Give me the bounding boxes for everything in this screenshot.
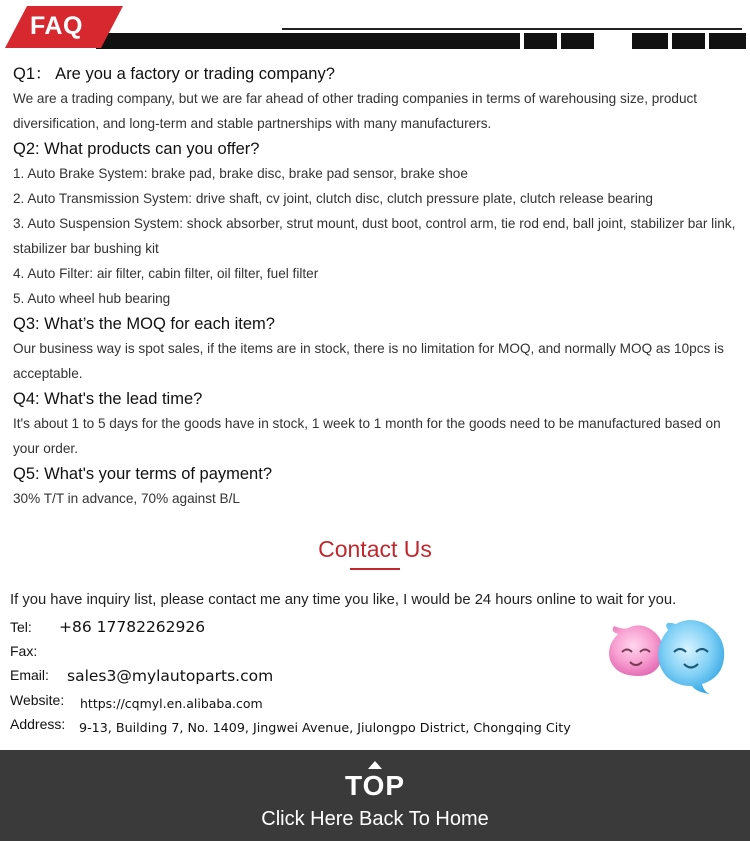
faq-question-2: Q2: What products can you offer? (13, 140, 260, 158)
faq-answer-2-line-5: 5. Auto wheel hub bearing (13, 291, 171, 306)
banner-gap (557, 33, 561, 49)
address-value: 9-13, Building 7, No. 1409, Jingwei Avenue, Jiulongpo District, Chongqing City (79, 720, 571, 735)
chat-bubbles-icon (606, 616, 728, 694)
banner-gap (520, 33, 524, 49)
faq-list (13, 60, 741, 511)
faq-question-3: Q3: What’s the MOQ for each item? (13, 315, 275, 333)
website-label: Website: (10, 692, 65, 708)
faq-answer-5: 30% T/T in advance, 70% against B/L (13, 491, 240, 506)
faq-question-1: Q1： Are you a factory or trading company? (13, 65, 335, 83)
arrow-up-icon[interactable] (368, 761, 382, 769)
fax-label: Fax: (10, 643, 38, 659)
faq-question-5: Q5: What's your terms of payment? (13, 465, 272, 483)
faq-answer-2-line-3: 3. Auto Suspension System: shock absorber, strut mount, dust boot, control arm, tie rod end, ball joint, stabilizer bar link, stabilizer bar bushing kit (13, 216, 736, 256)
tel-value: +86 17782262926 (59, 618, 206, 636)
back-to-home-link[interactable]: Click Here Back To Home (261, 808, 489, 830)
website-link[interactable]: https://cqmyl.en.alibaba.com (80, 696, 263, 711)
banner-black-bar (96, 33, 746, 49)
faq-answer-2-line-4: 4. Auto Filter: air filter, cabin filter, oil filter, fuel filter (13, 266, 319, 281)
banner-thin-line (282, 28, 742, 30)
contact-title-underline (350, 568, 400, 570)
banner-gap (668, 33, 672, 49)
tel-label: Tel: (10, 619, 32, 635)
faq-banner (0, 0, 750, 52)
faq-title: FAQ (30, 12, 83, 40)
banner-gap (705, 33, 709, 49)
contact-title: Contact Us (318, 536, 432, 562)
email-value[interactable]: sales3@mylautoparts.com (67, 667, 274, 685)
faq-question-4: Q4: What's the lead time? (13, 390, 203, 408)
address-label: Address: (10, 716, 66, 732)
faq-answer-4: It's about 1 to 5 days for the goods have in stock, 1 week to 1 month for the goods need to be manufactured based on your order. (13, 416, 721, 456)
email-label: Email: (10, 667, 49, 683)
faq-answer-2-line-1: 1. Auto Brake System: brake pad, brake disc, brake pad sensor, brake shoe (13, 166, 468, 181)
faq-answer-1: We are a trading company, but we are far ahead of other trading companies in terms of warehousing size, product diversification, and long-term and stable partnerships with many manufacturers. (13, 91, 698, 131)
faq-answer-3: Our business way is spot sales, if the items are in stock, there is no limitation for MOQ, and normally MOQ as 10pcs is acceptable. (13, 341, 724, 381)
footer (0, 750, 750, 841)
banner-gap (594, 33, 632, 49)
faq-answer-2-line-2: 2. Auto Transmission System: drive shaft, cv joint, clutch disc, clutch pressure plate, clutch release bearing (13, 191, 653, 206)
top-button[interactable]: TOP (344, 770, 406, 801)
contact-intro: If you have inquiry list, please contact me any time you like, I would be 24 hours online to wait for you. (10, 592, 677, 608)
